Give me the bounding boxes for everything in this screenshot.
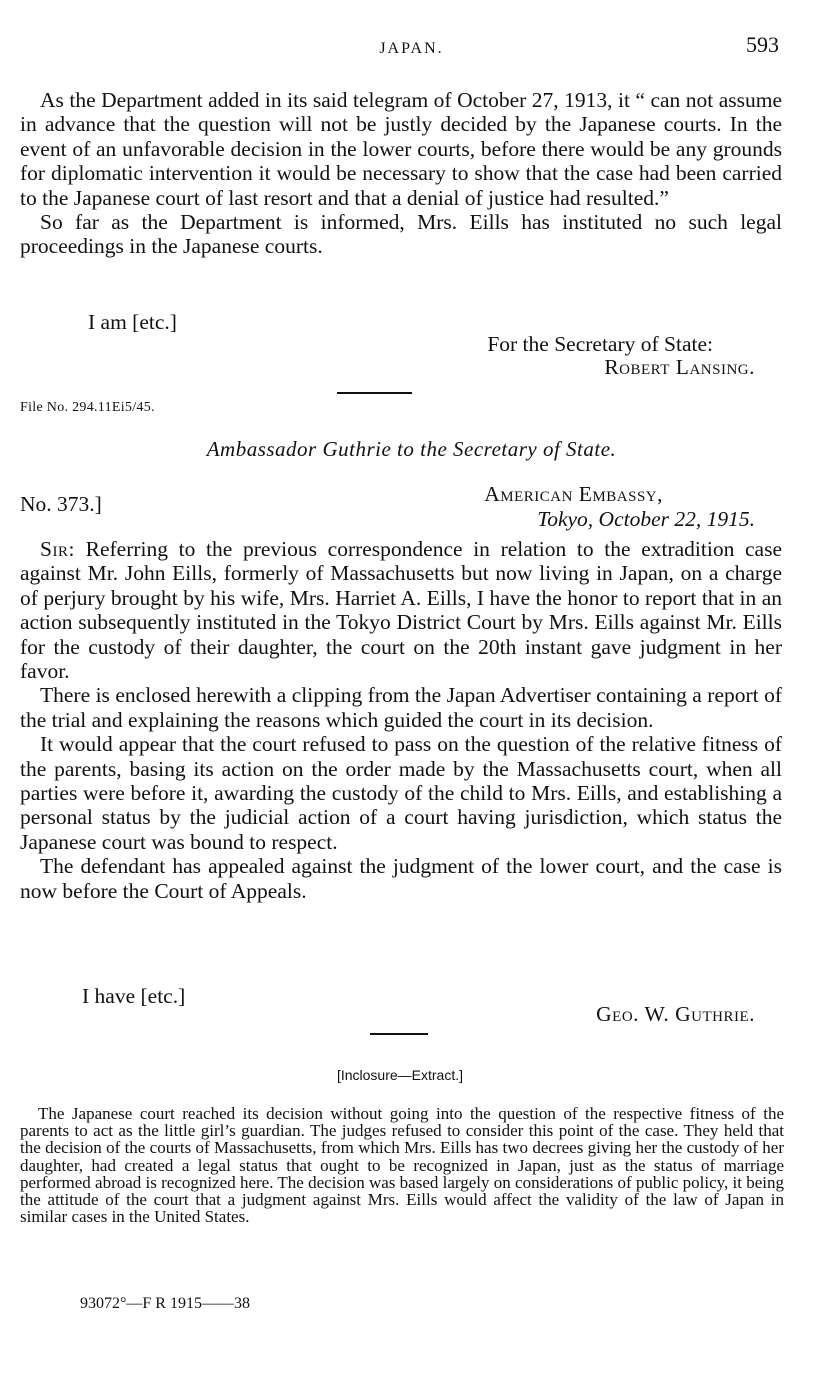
letter1-paragraph: So far as the Department is informed, Mrs. Eills has instituted no such legal proceedings in the Japanese courts. — [20, 210, 782, 259]
page-number: 593 — [746, 32, 779, 57]
letter2-body — [20, 537, 782, 903]
document-title: Ambassador Guthrie to the Secretary of State. — [206, 437, 617, 461]
running-head: JAPAN. — [379, 40, 444, 57]
letter2-paragraph-text: Referring to the previous correspondence in relation to the extradition case against Mr. John Eills, formerly of Massachusetts but now living in Japan, on a charge of perjury brought by his wife, Mrs. Harriet A. Eills, I have the honor to report that in an action subsequently instituted in the Tokyo District Court by Mrs. Eills against Mr. Eills for the custody of their daughter, the court on the 20th instant gave judgment in her favor. — [20, 537, 783, 684]
inclosure-paragraph: The Japanese court reached its decision without going into the question of the respective fitness of the parents to act as the little girl’s guardian. The judges refused to consider this point of the case. They held that the decision of the courts of Massachusetts, from which Mrs. Eills has two decrees giving her the custody of her daughter, had created a legal status that ought to be recognized in Japan, just as the status of marriage performed abroad is recognized here. The decision was based largely on considerations of public policy, it being the attitude of the court that a judgment against Mrs. Eills would affect the validity of the law of Japan in similar cases in the United States. — [20, 1104, 784, 1227]
salutation: Sir: — [40, 537, 75, 561]
inclosure-heading: [Inclosure—Extract.] — [336, 1067, 464, 1083]
embassy-line: American Embassy, — [484, 482, 663, 506]
file-number: File No. 294.11Ei5/45. — [20, 400, 155, 415]
letter1-closing: I am [etc.] — [88, 310, 177, 334]
letter2-paragraph: It would appear that the court refused to pass on the question of the relative fitness of the parents, basing its action on the order made by the Massachusetts court, when all parties were before it, awarding the custody of the child to Mrs. Eills, and establishing a personal status by the judicial action of a court having jurisdiction, which status the Japanese court was bound to respect. — [20, 732, 782, 854]
section-divider — [337, 392, 412, 394]
letter1-body — [20, 88, 782, 259]
letter1-paragraph: As the Department added in its said telegram of October 27, 1913, it “ can not assume in advance that the question will not be justly decided by the Japanese courts. In the event of an unfavorable decision in the lower courts, before there would be any grounds for diplomatic intervention it would be necessary to show that the case had been carried to the Japanese court of last resort and that a denial of justice had resulted.” — [20, 88, 782, 210]
letter2-paragraph: There is enclosed herewith a clipping from the Japan Advertiser containing a report of the trial and explaining the reasons which guided the court in its decision. — [20, 683, 782, 732]
letter2-closing: I have [etc.] — [82, 984, 186, 1008]
section-divider — [370, 1033, 428, 1035]
letter2-signature-name: Geo. W. Guthrie. — [596, 1002, 755, 1026]
inclosure-body — [20, 1105, 784, 1225]
place-date-line: Tokyo, October 22, 1915. — [537, 507, 755, 531]
dispatch-number: No. 373.] — [20, 492, 102, 516]
letter1-signature-line: For the Secretary of State: — [487, 332, 713, 356]
printer-code: 93072°—F R 1915——38 — [80, 1295, 250, 1312]
letter1-signature-name: Robert Lansing. — [604, 355, 755, 379]
letter2-paragraph — [20, 537, 782, 683]
letter2-paragraph: The defendant has appealed against the judgment of the lower court, and the case is now before the Court of Appeals. — [20, 854, 782, 903]
